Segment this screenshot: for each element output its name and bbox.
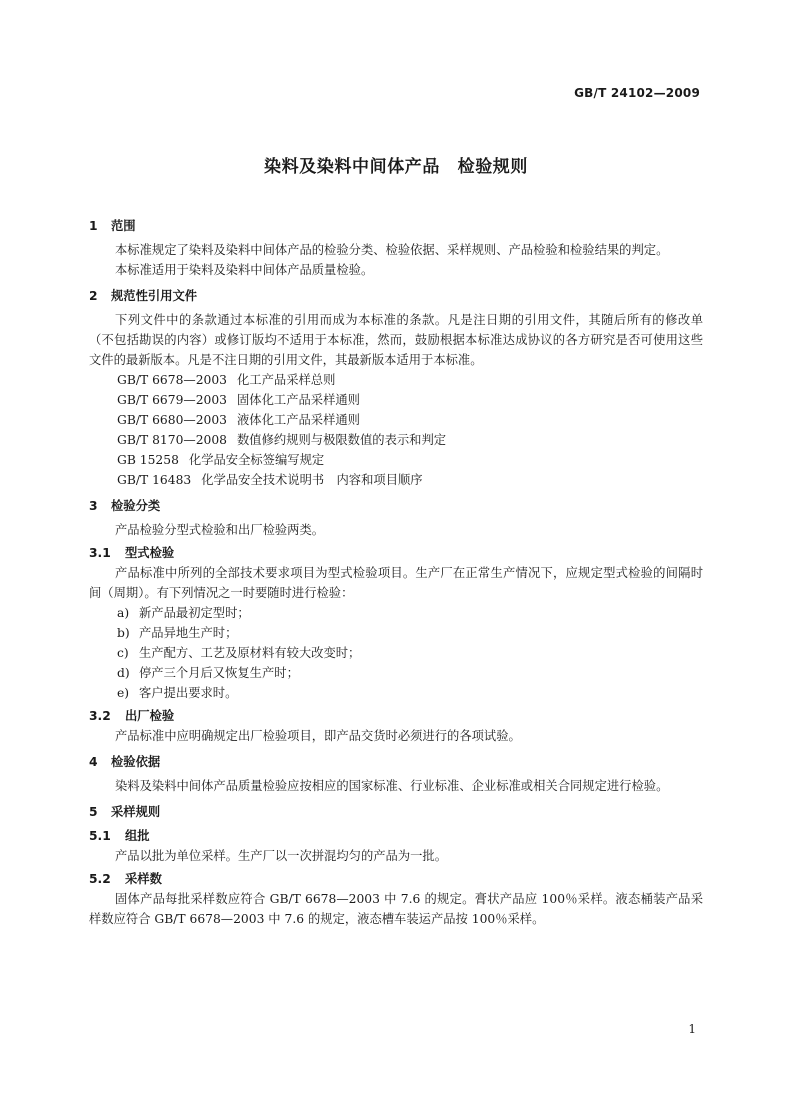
- section-3-intro: 产品检验分型式检验和出厂检验两类。: [115, 523, 325, 537]
- section-number: 5.1: [89, 829, 111, 843]
- document-title: 染料及染料中间体产品 检验规则: [264, 157, 528, 177]
- reference-title: 液体化工产品采样通则: [237, 413, 360, 427]
- reference-code: GB/T 16483: [117, 473, 192, 487]
- list-text: 客户提出要求时。: [139, 686, 238, 700]
- section-4-paragraph: 染料及染料中间体产品质量检验应按相应的国家标准、行业标准、企业标准或相关合同规定进行检验。: [115, 779, 669, 793]
- reference-code: GB 15258: [117, 453, 179, 467]
- reference-item: [89, 390, 703, 410]
- reference-item: [89, 470, 703, 490]
- section-4-heading: [89, 752, 703, 772]
- reference-title: 数值修约规则与极限数值的表示和判定: [237, 433, 447, 447]
- section-1-paragraph-1: 本标准规定了染料及染料中间体产品的检验分类、检验依据、采样规则、产品检验和检验结果的判定。: [115, 243, 669, 257]
- section-5-heading: [89, 802, 703, 822]
- section-3-1-paragraph: 产品标准中所列的全部技术要求项目为型式检验项目。生产厂在正常生产情况下，应规定型式检验的间隔时间（周期）。有下列情况之一时要随时进行检验：: [89, 566, 703, 600]
- section-3-heading: [89, 496, 703, 516]
- section-title: 规范性引用文件: [111, 289, 198, 303]
- section-title: 型式检验: [125, 546, 175, 560]
- list-item: [89, 603, 703, 623]
- list-marker: b): [117, 626, 130, 640]
- section-title: 出厂检验: [125, 709, 175, 723]
- section-number: 5: [89, 805, 98, 819]
- section-5-2-heading: [89, 869, 703, 889]
- section-title: 采样数: [125, 872, 162, 886]
- section-number: 3.2: [89, 709, 111, 723]
- section-title: 范围: [111, 219, 136, 233]
- section-title: 检验分类: [111, 499, 161, 513]
- reference-title: 固体化工产品采样通则: [237, 393, 360, 407]
- list-marker: c): [117, 646, 129, 660]
- section-5-2-paragraph: 固体产品每批采样数应符合 GB/T 6678—2003 中 7.6 的规定。膏状产品应 100％采样。液态桶装产品采样数应符合 GB/T 6678—2003 中 7.6 的规定，液态槽车装运产品按 100％采样。: [89, 892, 703, 926]
- list-marker: a): [117, 606, 130, 620]
- list-marker: e): [117, 686, 130, 700]
- reference-title: 化工产品采样总则: [237, 373, 336, 387]
- section-3-2-paragraph: 产品标准中应明确规定出厂检验项目，即产品交货时必须进行的各项试验。: [115, 729, 521, 743]
- page-number: 1: [688, 1022, 696, 1036]
- section-title: 采样规则: [111, 805, 161, 819]
- section-1-paragraph-2: 本标准适用于染料及染料中间体产品质量检验。: [115, 263, 374, 277]
- section-title: 检验依据: [111, 755, 161, 769]
- reference-item: [89, 450, 703, 470]
- section-5-1-heading: [89, 826, 703, 846]
- list-text: 产品异地生产时；: [139, 626, 238, 640]
- section-number: 3.1: [89, 546, 111, 560]
- section-number: 2: [89, 289, 98, 303]
- reference-code: GB/T 6678—2003: [117, 373, 227, 387]
- list-marker: d): [117, 666, 130, 680]
- section-5-1-paragraph: 产品以批为单位采样。生产厂以一次拼混均匀的产品为一批。: [115, 849, 448, 863]
- section-3-1-heading: [89, 543, 703, 563]
- reference-code: GB/T 6679—2003: [117, 393, 227, 407]
- list-text: 新产品最初定型时；: [139, 606, 250, 620]
- section-2-heading: [89, 286, 703, 306]
- section-number: 3: [89, 499, 98, 513]
- reference-code: GB/T 8170—2008: [117, 433, 227, 447]
- section-title: 组批: [125, 829, 150, 843]
- list-item: [89, 643, 703, 663]
- list-text: 生产配方、工艺及原材料有较大改变时；: [139, 646, 361, 660]
- section-1-heading: [89, 216, 703, 236]
- reference-item: [89, 370, 703, 390]
- section-3-2-heading: [89, 706, 703, 726]
- reference-title: 化学品安全标签编写规定: [188, 453, 325, 467]
- reference-item: [89, 410, 703, 430]
- standard-code: GB/T 24102—2009: [574, 86, 700, 100]
- section-number: 4: [89, 755, 98, 769]
- list-text: 停产三个月后又恢复生产时；: [139, 666, 299, 680]
- list-item: [89, 683, 703, 703]
- list-item: [89, 623, 703, 643]
- section-number: 5.2: [89, 872, 111, 886]
- reference-title: 化学品安全技术说明书 内容和项目顺序: [201, 473, 423, 487]
- list-item: [89, 663, 703, 683]
- section-2-intro: 下列文件中的条款通过本标准的引用而成为本标准的条款。凡是注日期的引用文件，其随后所有的修改单（不包括勘误的内容）或修订版均不适用于本标准，然而，鼓励根据本标准达成协议的各方研究是否可使用这些文件的最新版本。凡是不注日期的引用文件，其最新版本适用于本标准。: [89, 313, 703, 367]
- reference-item: [89, 430, 703, 450]
- section-number: 1: [89, 219, 98, 233]
- reference-code: GB/T 6680—2003: [117, 413, 227, 427]
- document-body: [89, 216, 703, 929]
